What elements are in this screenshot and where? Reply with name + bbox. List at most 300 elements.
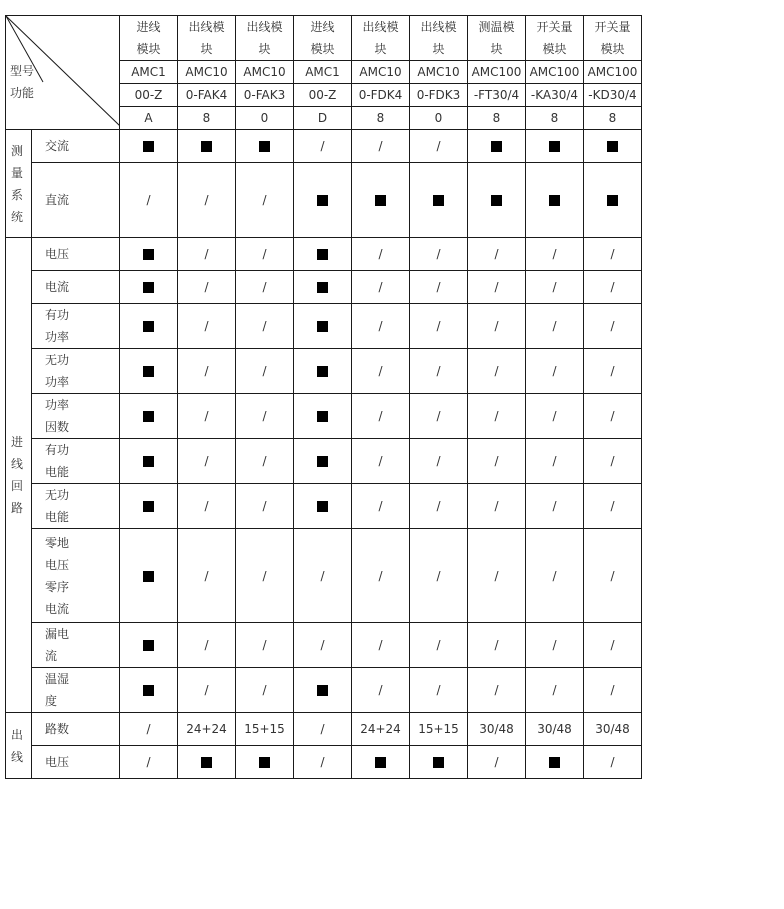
group-label-line: 线 <box>11 749 24 764</box>
model-line-cell <box>120 107 178 130</box>
not-supported-slash: / <box>262 319 267 333</box>
function-cell <box>32 163 120 238</box>
function-cell <box>32 529 120 623</box>
value-cell <box>526 349 584 394</box>
table-row <box>6 394 642 439</box>
supported-mark <box>143 321 154 332</box>
value-cell <box>410 130 468 163</box>
value-cell <box>468 271 526 304</box>
column-title-cell <box>468 16 526 61</box>
supported-mark <box>201 757 212 768</box>
model-line: 0-FDK3 <box>416 88 461 102</box>
model-line: 8 <box>608 111 617 125</box>
not-supported-slash: / <box>320 755 325 769</box>
value-cell <box>468 529 526 623</box>
supported-mark <box>317 282 328 293</box>
not-supported-slash: / <box>378 364 383 378</box>
table-row <box>6 163 642 238</box>
not-supported-slash: / <box>262 499 267 513</box>
value-cell <box>410 238 468 271</box>
not-supported-slash: / <box>552 319 557 333</box>
value-cell <box>120 271 178 304</box>
value-cell <box>236 163 294 238</box>
value-cell <box>352 713 410 746</box>
value-cell <box>236 484 294 529</box>
value-cell <box>352 529 410 623</box>
not-supported-slash: / <box>494 638 499 652</box>
value-cell <box>236 668 294 713</box>
value-cell <box>236 238 294 271</box>
value-cell <box>178 623 236 668</box>
value-cell <box>178 484 236 529</box>
cell-value: 24+24 <box>360 722 401 736</box>
model-line: -KA30/4 <box>530 88 579 102</box>
value-cell <box>120 668 178 713</box>
supported-mark <box>317 366 328 377</box>
function-cell <box>32 394 120 439</box>
not-supported-slash: / <box>436 247 441 261</box>
value-cell <box>526 394 584 439</box>
model-line: AMC1 <box>131 65 166 79</box>
function-label-line: 流 <box>45 649 58 663</box>
value-cell <box>178 271 236 304</box>
value-cell <box>352 623 410 668</box>
supported-mark <box>143 640 154 651</box>
not-supported-slash: / <box>436 638 441 652</box>
not-supported-slash: / <box>552 247 557 261</box>
value-cell <box>468 130 526 163</box>
column-title-cell <box>178 16 236 61</box>
value-cell <box>584 746 642 779</box>
model-line-cell <box>178 84 236 107</box>
value-cell <box>584 238 642 271</box>
not-supported-slash: / <box>552 409 557 423</box>
function-label-line: 直流 <box>45 193 70 207</box>
not-supported-slash: / <box>494 568 499 583</box>
function-label-line: 无功 <box>45 488 70 502</box>
group-label-line: 量 <box>11 165 24 180</box>
function-cell <box>32 439 120 484</box>
function-cell <box>32 668 120 713</box>
group-label-line: 路 <box>11 501 24 515</box>
value-cell <box>468 238 526 271</box>
value-cell <box>352 238 410 271</box>
model-line: AMC100 <box>529 65 580 79</box>
model-line: 0-FDK4 <box>358 88 403 102</box>
model-line-cell <box>352 107 410 130</box>
function-label-line: 电能 <box>45 510 70 524</box>
value-cell <box>120 746 178 779</box>
group-label-line: 系 <box>11 187 24 202</box>
model-line: 8 <box>376 111 385 125</box>
value-cell <box>294 439 352 484</box>
not-supported-slash: / <box>552 568 557 583</box>
value-cell <box>236 623 294 668</box>
value-cell <box>526 713 584 746</box>
corner-model-label: 型号 <box>10 64 35 78</box>
model-line: -FT30/4 <box>473 88 520 102</box>
value-cell <box>294 130 352 163</box>
supported-mark <box>259 757 270 768</box>
function-cell <box>32 304 120 349</box>
supported-mark <box>317 411 328 422</box>
column-title-line: 块 <box>490 42 503 56</box>
model-line: 8 <box>202 111 211 125</box>
value-cell <box>236 304 294 349</box>
value-cell <box>410 394 468 439</box>
function-label-line: 零地 <box>45 535 70 550</box>
not-supported-slash: / <box>610 364 615 378</box>
group-label-line: 进 <box>11 435 24 449</box>
not-supported-slash: / <box>146 755 151 769</box>
value-cell <box>468 746 526 779</box>
value-cell <box>294 529 352 623</box>
model-line: 0 <box>260 111 269 125</box>
column-title-line: 出线模 <box>362 20 399 34</box>
not-supported-slash: / <box>552 499 557 513</box>
table-row <box>6 439 642 484</box>
not-supported-slash: / <box>320 568 325 583</box>
not-supported-slash: / <box>204 193 209 207</box>
value-cell <box>120 130 178 163</box>
value-cell <box>236 439 294 484</box>
not-supported-slash: / <box>204 638 209 652</box>
value-cell <box>584 349 642 394</box>
not-supported-slash: / <box>320 638 325 652</box>
value-cell <box>178 304 236 349</box>
not-supported-slash: / <box>494 280 499 294</box>
value-cell <box>294 623 352 668</box>
not-supported-slash: / <box>610 683 615 697</box>
not-supported-slash: / <box>262 364 267 378</box>
supported-mark <box>491 195 502 206</box>
value-cell <box>584 623 642 668</box>
not-supported-slash: / <box>552 454 557 468</box>
supported-mark <box>143 685 154 696</box>
not-supported-slash: / <box>204 454 209 468</box>
supported-mark <box>317 456 328 467</box>
model-line-cell <box>294 84 352 107</box>
model-line-cell <box>294 107 352 130</box>
column-title-line: 进线 <box>310 20 335 34</box>
not-supported-slash: / <box>320 722 325 736</box>
value-cell <box>584 130 642 163</box>
column-title-cell <box>584 16 642 61</box>
value-cell <box>120 304 178 349</box>
value-cell <box>294 304 352 349</box>
supported-mark <box>549 757 560 768</box>
not-supported-slash: / <box>494 755 499 769</box>
value-cell <box>236 349 294 394</box>
not-supported-slash: / <box>436 568 441 583</box>
supported-mark <box>143 282 154 293</box>
column-title-cell <box>526 16 584 61</box>
table-row <box>6 623 642 668</box>
model-line: A <box>144 111 153 125</box>
model-line: AMC100 <box>471 65 522 79</box>
supported-mark <box>143 456 154 467</box>
group-label-line: 出 <box>11 727 24 742</box>
supported-mark <box>317 321 328 332</box>
value-cell <box>584 713 642 746</box>
value-cell <box>410 163 468 238</box>
not-supported-slash: / <box>436 364 441 378</box>
function-cell <box>32 271 120 304</box>
model-line-cell <box>410 61 468 84</box>
corner-header-cell <box>6 16 120 130</box>
not-supported-slash: / <box>204 499 209 513</box>
not-supported-slash: / <box>610 319 615 333</box>
function-label-line: 度 <box>45 694 58 708</box>
value-cell <box>352 439 410 484</box>
value-cell <box>584 271 642 304</box>
model-line: AMC1 <box>305 65 340 79</box>
model-line-cell <box>526 107 584 130</box>
value-cell <box>236 746 294 779</box>
column-title-line: 开关量 <box>536 20 573 34</box>
column-title-line: 出线模 <box>420 20 457 34</box>
not-supported-slash: / <box>610 755 615 769</box>
value-cell <box>410 529 468 623</box>
value-cell <box>120 394 178 439</box>
model-line-cell <box>352 84 410 107</box>
column-title-line: 块 <box>374 42 387 56</box>
value-cell <box>120 439 178 484</box>
supported-mark <box>549 195 560 206</box>
function-cell <box>32 746 120 779</box>
function-label-line: 电压 <box>45 557 70 572</box>
column-title-line: 块 <box>200 42 213 56</box>
value-cell <box>584 439 642 484</box>
table-row <box>6 349 642 394</box>
function-label-line: 温湿 <box>45 672 70 686</box>
value-cell <box>584 668 642 713</box>
value-cell <box>120 529 178 623</box>
cell-value: 30/48 <box>595 722 630 736</box>
value-cell <box>410 349 468 394</box>
table-row <box>6 713 642 746</box>
value-cell <box>178 349 236 394</box>
function-cell <box>32 238 120 271</box>
not-supported-slash: / <box>436 499 441 513</box>
model-line: D <box>317 111 328 125</box>
table-row <box>6 304 642 349</box>
function-cell <box>32 484 120 529</box>
value-cell <box>178 130 236 163</box>
supported-mark <box>549 141 560 152</box>
not-supported-slash: / <box>610 499 615 513</box>
function-label-line: 交流 <box>45 139 70 153</box>
column-title-line: 出线模 <box>188 20 225 34</box>
value-cell <box>526 529 584 623</box>
column-title-cell <box>236 16 294 61</box>
function-label-line: 无功 <box>45 353 70 367</box>
not-supported-slash: / <box>610 638 615 652</box>
value-cell <box>178 668 236 713</box>
model-line: 8 <box>550 111 559 125</box>
value-cell <box>410 271 468 304</box>
supported-mark <box>317 685 328 696</box>
cell-value: 30/48 <box>479 722 514 736</box>
column-title-line: 出线模 <box>246 20 283 34</box>
value-cell <box>294 163 352 238</box>
not-supported-slash: / <box>204 364 209 378</box>
value-cell <box>526 304 584 349</box>
model-line-cell <box>468 61 526 84</box>
value-cell <box>294 484 352 529</box>
value-cell <box>468 163 526 238</box>
group-label-cell <box>6 238 32 713</box>
supported-mark <box>317 501 328 512</box>
value-cell <box>178 163 236 238</box>
value-cell <box>178 529 236 623</box>
not-supported-slash: / <box>320 139 325 153</box>
value-cell <box>178 713 236 746</box>
column-title-line: 模块 <box>136 42 161 56</box>
model-line: 00-Z <box>308 88 337 102</box>
value-cell <box>410 668 468 713</box>
not-supported-slash: / <box>204 247 209 261</box>
column-title-line: 模块 <box>310 42 335 56</box>
not-supported-slash: / <box>436 319 441 333</box>
group-label-line: 回 <box>11 479 24 493</box>
value-cell <box>526 746 584 779</box>
not-supported-slash: / <box>610 568 615 583</box>
function-label-line: 零序 <box>45 579 70 594</box>
table-row <box>6 271 642 304</box>
function-label-line: 功率 <box>45 330 70 344</box>
function-label-line: 有功 <box>45 308 70 322</box>
not-supported-slash: / <box>610 454 615 468</box>
cell-value: 30/48 <box>537 722 572 736</box>
value-cell <box>468 713 526 746</box>
column-title-cell <box>294 16 352 61</box>
not-supported-slash: / <box>262 638 267 652</box>
function-label-line: 功率 <box>45 375 70 389</box>
not-supported-slash: / <box>552 280 557 294</box>
value-cell <box>526 130 584 163</box>
value-cell <box>352 130 410 163</box>
value-cell <box>410 439 468 484</box>
not-supported-slash: / <box>494 247 499 261</box>
value-cell <box>468 439 526 484</box>
value-cell <box>526 238 584 271</box>
value-cell <box>410 713 468 746</box>
model-line: AMC10 <box>243 65 286 79</box>
value-cell <box>178 746 236 779</box>
function-label-line: 因数 <box>45 420 70 434</box>
value-cell <box>236 130 294 163</box>
model-line-cell <box>294 61 352 84</box>
not-supported-slash: / <box>378 683 383 697</box>
not-supported-slash: / <box>378 319 383 333</box>
not-supported-slash: / <box>204 683 209 697</box>
model-line-cell <box>236 61 294 84</box>
not-supported-slash: / <box>378 139 383 153</box>
supported-mark <box>143 571 154 582</box>
value-cell <box>120 238 178 271</box>
not-supported-slash: / <box>262 409 267 423</box>
value-cell <box>294 746 352 779</box>
value-cell <box>410 484 468 529</box>
value-cell <box>236 271 294 304</box>
group-label-line: 线 <box>11 457 24 471</box>
column-title-cell <box>352 16 410 61</box>
not-supported-slash: / <box>436 683 441 697</box>
value-cell <box>584 163 642 238</box>
function-label-line: 电能 <box>45 465 70 479</box>
supported-mark <box>143 501 154 512</box>
model-line: 0-FAK4 <box>185 88 228 102</box>
model-line-cell <box>584 61 642 84</box>
table-row <box>6 238 642 271</box>
model-line-cell <box>526 84 584 107</box>
value-cell <box>352 484 410 529</box>
value-cell <box>352 668 410 713</box>
value-cell <box>294 271 352 304</box>
model-line-cell <box>468 84 526 107</box>
value-cell <box>468 484 526 529</box>
model-line-cell <box>120 84 178 107</box>
not-supported-slash: / <box>378 454 383 468</box>
not-supported-slash: / <box>494 364 499 378</box>
not-supported-slash: / <box>204 568 209 583</box>
model-line-cell <box>584 107 642 130</box>
cell-value: 24+24 <box>186 722 227 736</box>
supported-mark <box>433 757 444 768</box>
value-cell <box>410 746 468 779</box>
function-cell <box>32 130 120 163</box>
function-label-line: 电流 <box>45 601 70 616</box>
column-title-line: 模块 <box>542 42 567 56</box>
value-cell <box>468 623 526 668</box>
supported-mark <box>259 141 270 152</box>
value-cell <box>584 484 642 529</box>
column-title-cell <box>120 16 178 61</box>
supported-mark <box>201 141 212 152</box>
not-supported-slash: / <box>552 638 557 652</box>
column-title-line: 测温模 <box>478 20 515 34</box>
not-supported-slash: / <box>378 409 383 423</box>
not-supported-slash: / <box>262 568 267 583</box>
value-cell <box>120 163 178 238</box>
model-line: AMC10 <box>359 65 402 79</box>
not-supported-slash: / <box>552 683 557 697</box>
not-supported-slash: / <box>262 193 267 207</box>
table-row <box>6 668 642 713</box>
not-supported-slash: / <box>262 683 267 697</box>
column-title-line: 块 <box>432 42 445 56</box>
value-cell <box>352 271 410 304</box>
group-label-cell <box>6 713 32 779</box>
not-supported-slash: / <box>204 319 209 333</box>
not-supported-slash: / <box>204 280 209 294</box>
function-cell <box>32 713 120 746</box>
function-cell <box>32 623 120 668</box>
supported-mark <box>375 757 386 768</box>
not-supported-slash: / <box>494 454 499 468</box>
group-label-line: 统 <box>11 209 24 224</box>
value-cell <box>410 623 468 668</box>
model-line-cell <box>236 84 294 107</box>
supported-mark <box>143 366 154 377</box>
not-supported-slash: / <box>610 247 615 261</box>
value-cell <box>352 746 410 779</box>
model-line-cell <box>584 84 642 107</box>
value-cell <box>526 484 584 529</box>
not-supported-slash: / <box>436 409 441 423</box>
supported-mark <box>607 141 618 152</box>
